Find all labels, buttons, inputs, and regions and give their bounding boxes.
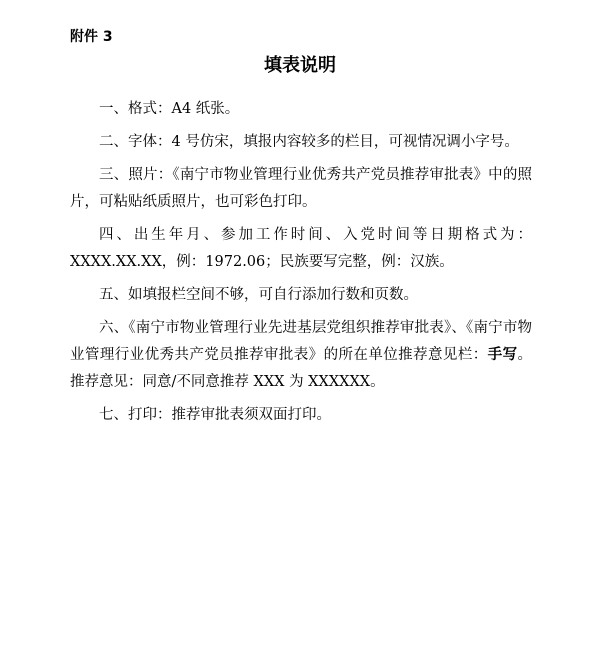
attachment-label: 附件 3 [70,29,113,45]
instruction-item-font: 二、字体：4 号仿宋，填报内容较多的栏目，可视情况调小字号。 [99,134,519,150]
recommendation-text-after: 。推荐意见：同意/不同意推荐 XXX 为 XXXXXX。 [70,347,533,390]
instruction-item-printing: 七、打印：推荐审批表须双面打印。 [99,407,331,423]
recommendation-handwrite-emphasis: 手写 [487,347,518,363]
instruction-item-space: 五、如填报栏空间不够，可自行添加行数和页数。 [99,287,418,303]
instruction-item-format: 一、格式：A4 纸张。 [99,101,240,117]
instruction-item-recommendation [70,315,532,396]
instruction-item-photo: 三、照片：《南宁市物业管理行业优秀共产党员推荐审批表》中的照片，可粘贴纸质照片，也可彩色打印。 [70,167,532,210]
instruction-item-date-format: 四、出生年月、参加工作时间、入党时间等日期格式为：XXXX.XX.XX，例：1972.06；民族要写完整，例：汉族。 [70,227,532,270]
recommendation-text-before: 六、《南宁市物业管理行业先进基层党组织推荐审批表》、《南宁市物业管理行业优秀共产党员推荐审批表》的所在单位推荐意见栏： [70,320,532,363]
page-title: 填表说明 [264,55,336,76]
instructions-body [70,96,532,435]
